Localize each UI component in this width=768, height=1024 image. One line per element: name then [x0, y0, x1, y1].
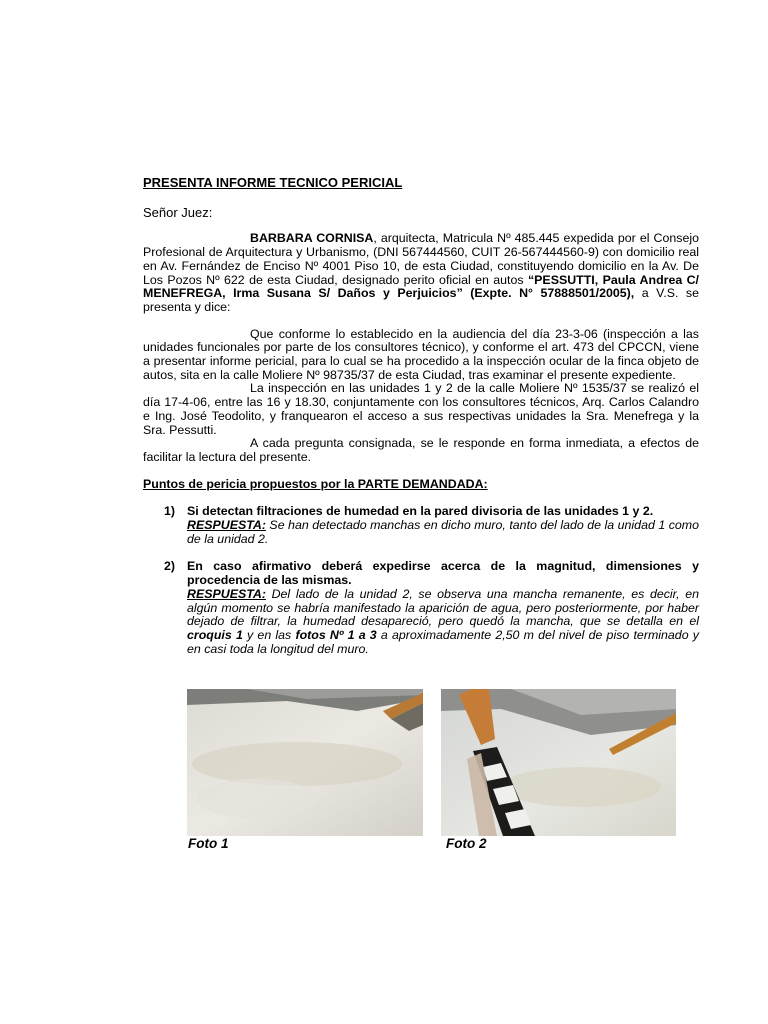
question-number: 2) — [164, 559, 176, 574]
paragraph-reading: A cada pregunta consignada, se le responde en forma inmediata, a efectos de facilitar la lectura del presente. — [143, 436, 699, 464]
case-caption: “PESSUTTI, Paula Andrea C/ MENEFREGA, Irma Susana S/ Daños y Perjuicios” (Expte. N° 57888501/2005), — [143, 272, 700, 301]
answer-body: Se han detectado manchas en dicho muro, tanto del lado de la unidad 1 como de la unidad 2. — [187, 518, 699, 546]
document-title: PRESENTA INFORME TECNICO PERICIAL — [143, 175, 403, 190]
intro-text: , arquitecta, Matricula Nº 485.445 expedida por el Consejo Profesional de Arquitectura y Urbanismo, (DNI 567444560, CUIT 26-567444560-9) con domicilio real en Av. Fernández de Enciso Nº 4001 Piso 10, de esta Ciudad, constituyendo domicilio en la Av. De Los Pozos Nº 622 de esta Ciudad, designado perito oficial en autos — [143, 231, 699, 287]
photo-2-caption: Foto 2 — [446, 836, 487, 851]
paragraph-audience: Que conforme lo establecido en la audiencia del día 23-3-06 (inspección a las unidades funcionales por parte de los consultores técnico), y conforme el art. 473 del CPCCN, viene a presentar informe pericial, para lo cual se ha procedido a la inspección ocular de la finca objeto de autos, sita en la calle Moliere Nº 98735/37 de esta Ciudad, tras examinar el presente expediente. — [143, 326, 699, 382]
photo-1 — [187, 689, 423, 836]
photo-1-caption: Foto 1 — [188, 836, 229, 851]
document-body — [143, 176, 699, 656]
question-number: 1) — [164, 504, 176, 519]
question-2 — [143, 560, 699, 656]
answer-text — [187, 519, 699, 546]
photos-reference: fotos Nº 1 a 3 — [295, 627, 377, 642]
question-1 — [143, 505, 699, 546]
answer-body: y en las — [242, 627, 296, 642]
photo-2 — [441, 689, 676, 836]
question-text: En caso afirmativo deberá expedirse acerca de la magnitud, dimensiones y procedencia de las mismas. — [187, 559, 699, 588]
intro-closing: a V.S. se presenta y dice: — [143, 286, 699, 314]
answer-text — [187, 588, 699, 657]
answer-body: a aproximadamente 2,50 m del nivel de piso terminado y en casi toda la longitud del muro. — [187, 627, 699, 656]
paragraph-inspection: La inspección en las unidades 1 y 2 de la calle Moliere Nº 1535/37 se realizó el día 17-4-06, entre las 16 y 18.30, conjuntamente con los consultores técnicos, Arq. Carlos Calandro e Ing. José Teodolito, y franquearon el acceso a sus respectivas unidades la Sra. Menefrega y la Sra. Pessutti. — [143, 381, 699, 437]
answer-label: RESPUESTA: — [187, 518, 266, 533]
section-heading: Puntos de pericia propuestos por la PARTE DEMANDADA: — [143, 476, 488, 491]
greeting: Señor Juez: — [143, 204, 213, 220]
answer-body: Del lado de la unidad 2, se observa una mancha remanente, es decir, en algún momento se habría manifestado la aparición de agua, pero posteriormente, por haber dejado de filtrar, la humedad desapareció, pero quedó la mancha, que se detalla en el — [187, 586, 699, 629]
answer-label: RESPUESTA: — [187, 586, 266, 601]
expert-name: BARBARA CORNISA — [250, 231, 374, 246]
croquis-reference: croquis 1 — [187, 627, 243, 642]
intro-paragraph — [143, 232, 699, 314]
question-text: Si detectan filtraciones de humedad en la pared divisoria de las unidades 1 y 2. — [187, 504, 654, 519]
